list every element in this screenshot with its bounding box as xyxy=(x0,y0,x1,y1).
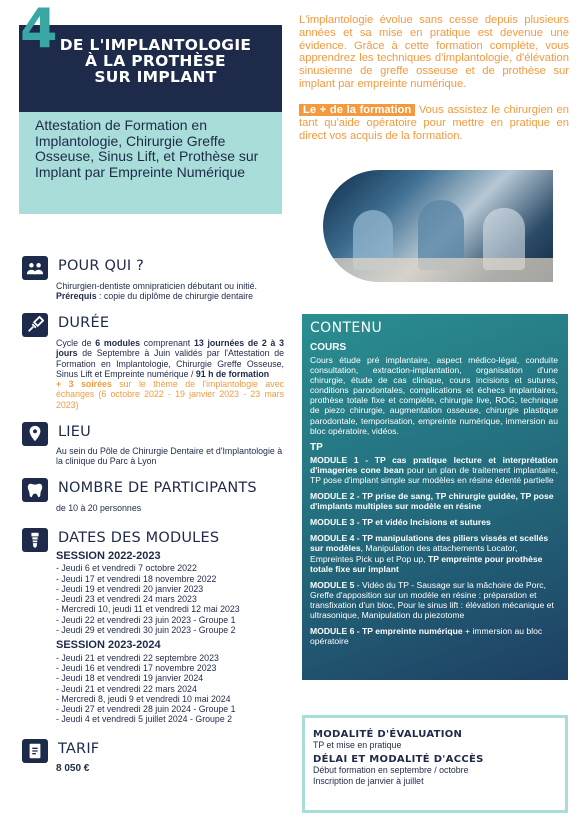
date-line: - Jeudi 27 et vendredi 28 juin 2024 - Groupe 1 xyxy=(56,704,236,715)
lieu-title: LIEU xyxy=(58,424,91,440)
module-6-text: + immersion au bloc opératoire xyxy=(310,626,543,647)
duree-title: DURÉE xyxy=(58,315,110,331)
pour-qui-line1: Chirurgien-dentiste omnipraticien débutant ou initié. xyxy=(56,281,257,291)
duree-t1: Cycle de xyxy=(56,338,96,348)
intro-plus xyxy=(299,104,569,142)
tarif-title: TARIF xyxy=(58,741,100,757)
tooth-icon xyxy=(22,478,48,502)
title-line-1: DE L'IMPLANTOLOGIE xyxy=(59,36,252,54)
duree-b3: 91 h de formation xyxy=(195,368,270,379)
date-line: - Jeudi 17 et vendredi 18 novembre 2022 xyxy=(56,573,217,584)
evaluation-title: MODALITÉ D'ÉVALUATION xyxy=(313,729,463,740)
duree-t2: comprenant xyxy=(140,338,194,348)
contenu-panel xyxy=(302,314,568,680)
price-tag-icon xyxy=(22,739,48,763)
date-line: - Jeudi 6 et vendredi 7 octobre 2022 xyxy=(56,563,197,574)
duree-body xyxy=(56,338,284,410)
tarif-price: 8 050 € xyxy=(56,763,90,774)
syringe-icon xyxy=(22,313,48,337)
participants-text: de 10 à 20 personnes xyxy=(56,503,142,513)
date-line: - Jeudi 29 et vendredi 30 juin 2023 - Groupe 2 xyxy=(56,625,236,636)
module-number: 4 xyxy=(20,0,58,60)
title-line-2: À LA PROTHÈSE xyxy=(85,52,226,70)
module-4-bold: MODULE 4 - TP manipulations des piliers vissés et scellés sur modèles xyxy=(310,533,549,554)
module-2-bold: MODULE 2 - TP prise de sang, TP chirurgie guidée, TP pose d'implants multiples sur modèle en résine xyxy=(310,491,554,512)
cours-text: Cours étude pré implantaire, aspect médico-légal, conduite consultation, extraction-implantation, organisation d'une chirurgie, étude de cas clinique, cours incisions et sutures, conditions parodontales, complications et échecs implantaires, prothèse totale fixe et complète, chirurgie live, ROG, technique de piezo chirurgie, augmentation osseuse, chirurgie plastique parodontale, temporisation, empreinte numérique, immersion au bloc opératoire, vidéos. xyxy=(310,355,558,436)
participants-title: NOMBRE DE PARTICIPANTS xyxy=(58,480,257,496)
date-line: - Jeudi 4 et vendredi 5 juillet 2024 - Groupe 2 xyxy=(56,714,233,725)
dates-title: DATES DES MODULES xyxy=(58,530,220,546)
acces-text-2: Inscription de janvier à juillet xyxy=(313,775,424,786)
pour-qui-title: POUR QUI ? xyxy=(58,258,145,274)
module-5-text: - Vidéo du TP - Sausage sur la mâchoire de Porc, Greffe d'apposition sur un modèle en résine : préparation et transfixation d'un bloc, Pour le sinus lift : élévation mécanique et ultrasonique, Manipulation du piezotome xyxy=(310,579,554,620)
duree-soirees-text: sur le thème de l'implantologie avec échanges (6 octobre 2022 - 19 janvier 2023 - 23 mars 2023) xyxy=(56,379,284,410)
implant-icon xyxy=(22,528,48,552)
plus-text: Vous assistez le chirurgien en tant qu'aide opératoire pour mettre en pratique en direct vos acquis de la formation. xyxy=(299,104,569,142)
date-line: - Jeudi 23 et vendredi 24 mars 2023 xyxy=(56,594,197,605)
title-line-3: SUR IMPLANT xyxy=(94,68,217,86)
date-line: - Mercredi 8, jeudi 9 et vendredi 10 mai 2024 xyxy=(56,693,231,704)
subtitle: Attestation de Formation en Implantologie, Chirurgie Greffe Osseuse, Sinus Lift, et Prothèse sur Implant par Empreinte Numérique xyxy=(35,117,259,180)
duree-b1: 6 modules xyxy=(95,338,141,348)
cours-title: COURS xyxy=(310,342,347,353)
tp-title: TP xyxy=(310,441,323,453)
date-line: - Jeudi 22 et vendredi 23 juin 2023 - Groupe 1 xyxy=(56,614,236,625)
acces-text-1: Début formation en septembre / octobre xyxy=(313,765,469,776)
module-4 xyxy=(310,533,558,573)
session-label: SESSION 2022-2023 xyxy=(56,550,161,562)
session-2023 xyxy=(56,640,286,724)
module-5-bold: MODULE 5 xyxy=(310,579,355,590)
subtitle-block xyxy=(19,112,282,214)
contenu-title: CONTENU xyxy=(310,320,383,336)
duree-soirees: + 3 soirées xyxy=(56,379,112,390)
location-icon xyxy=(22,422,48,446)
tp-module-1-text: pour un plan de traitement implantaire, TP pose d'implant simple sur modèles en résine édenté partielle xyxy=(310,464,558,485)
lieu-text: Au sein du Pôle de Chirurgie Dentaire et d'Implantologie à la clinique du Parc à Lyon xyxy=(56,446,283,467)
date-line: - Jeudi 21 et vendredi 22 mars 2024 xyxy=(56,683,197,694)
date-line: - Jeudi 21 et vendredi 22 septembre 2023 xyxy=(56,652,219,663)
module-4-text: , Manipulation des attachements Locator, Empreintes Pick up et Pop up, xyxy=(310,543,518,564)
tp-module-1-bold: MODULE 1 - TP cas pratique lecture et interprétation d'imageries cone bean xyxy=(310,454,558,475)
people-icon xyxy=(22,256,48,280)
intro-paragraph: L'implantologie évolue sans cesse depuis plusieurs années et sa mise en pratique est devenue une évidence. Grâce à cette formation complète, vous apprendrez les techniques d'implantologie, d'élévation sinusienne de greffe osseuse et de prothèse sur implant par empreinte numérique. xyxy=(299,14,569,90)
module-6-bold: MODULE 6 - TP empreinte numérique xyxy=(310,626,463,637)
session-2022 xyxy=(56,551,286,635)
module-4-bold2: TP empreinte pour prothèse totale fixe sur implant xyxy=(310,553,543,574)
session-label: SESSION 2023-2024 xyxy=(56,639,161,652)
date-line: - Mercredi 10, jeudi 11 et vendredi 12 mai 2023 xyxy=(56,604,240,615)
module-3 xyxy=(310,517,558,527)
acces-title: DÉLAI ET MODALITÉ D'ACCÈS xyxy=(313,754,484,766)
evaluation-text: TP et mise en pratique xyxy=(313,740,402,750)
prereq-text: : copie du diplôme de chirurgie dentaire xyxy=(96,291,254,302)
date-line: - Jeudi 16 et vendredi 17 novembre 2023 xyxy=(56,662,217,673)
duree-b2: 13 journées de 2 à 3 jours xyxy=(56,338,285,359)
module-3-bold: MODULE 3 - TP et vidéo Incisions et sutures xyxy=(310,517,491,528)
prereq-label: Prérequis xyxy=(56,291,97,302)
module-5 xyxy=(310,580,558,620)
title-block xyxy=(19,25,282,112)
date-line: - Jeudi 19 et vendredi 20 janvier 2023 xyxy=(56,583,204,594)
tp-module-1 xyxy=(310,455,558,485)
pour-qui-body xyxy=(56,281,286,302)
evaluation-box xyxy=(302,715,568,813)
module-6 xyxy=(310,626,558,646)
duree-t3: de Septembre à Juin validés par l'Attestation de Formation en Implantologie, Chirurgie Greffe Osseuse, Sinus Lift et Empreinte numérique / xyxy=(56,348,284,379)
date-line: - Jeudi 18 et vendredi 19 janvier 2024 xyxy=(56,673,204,684)
training-photo xyxy=(323,170,553,282)
dates-body xyxy=(56,551,286,725)
plus-label: Le + de la formation xyxy=(299,104,415,116)
module-2 xyxy=(310,491,558,511)
